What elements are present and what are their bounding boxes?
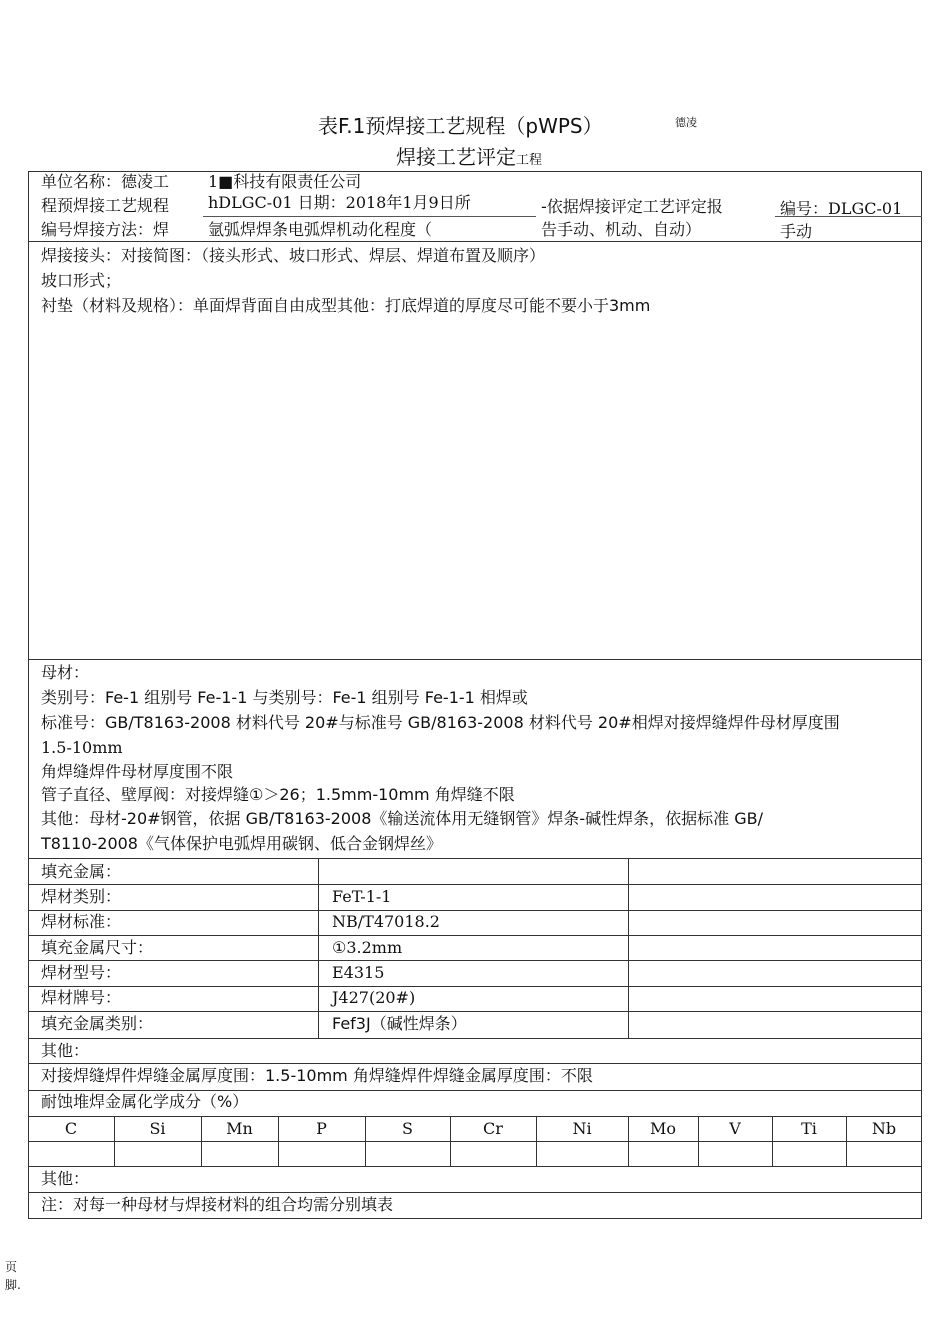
divider	[28, 241, 922, 242]
divider	[28, 1011, 922, 1012]
title-stamp: 德凌	[675, 116, 697, 129]
column-divider	[114, 1116, 115, 1166]
pwps-label: 程预焊接工艺规程	[41, 196, 170, 215]
base-metal-line: 其他：母材-20#钢管，依据 GB/T8163-2008《输送流体用无缝钢管》焊条-碱性焊条，依据标准 GB/	[41, 809, 764, 828]
chem-header-ni: Ni	[572, 1119, 592, 1138]
filler-label: 填充金属尺寸：	[41, 938, 154, 957]
base-metal-line: 类别号：Fe-1 组别号 Fe-1-1 与类别号：Fe-1 组别号 Fe-1-1 相焊或	[41, 688, 528, 707]
underline-report	[775, 216, 922, 217]
divider	[28, 884, 922, 885]
filler-value: ①3.2mm	[332, 938, 403, 957]
filler-label: 填充金属类别：	[41, 1014, 154, 1033]
divider	[28, 935, 922, 936]
column-divider	[628, 1116, 629, 1166]
weld-metal-thickness: 对接焊缝焊件焊缝金属厚度围：1.5-10mm 角焊缝焊件焊缝金属厚度围：不限	[41, 1066, 593, 1085]
form-note: 注：对每一种母材与焊接材料的组合均需分别填表	[41, 1195, 394, 1214]
chem-header-cr: Cr	[483, 1119, 503, 1138]
base-metal-line: 1.5-10mm	[41, 738, 123, 757]
pwps-number-date: hDLGC-01 日期：2018年1月9日所	[208, 193, 471, 212]
unit-label: 单位名称：德凌工	[41, 172, 170, 191]
divider	[28, 1090, 922, 1091]
chem-header-ti: Ti	[801, 1119, 817, 1138]
filler-label: 焊材类别：	[41, 887, 122, 906]
base-metal-line: T8110-2008《气体保护电弧焊用碳钢、低合金钢焊丝》	[41, 834, 442, 853]
joint-line: 坡口形式；	[41, 271, 122, 290]
form-title: 表F.1预焊接工艺规程（pWPS）	[318, 114, 603, 138]
chemistry-title: 耐蚀堆焊金属化学成分（%）	[41, 1092, 249, 1111]
form-subtitle	[396, 141, 542, 170]
base-metal-line: 管子直径、壁厚阀：对接焊缝①＞26；1.5mm-10mm 角焊缝不限	[41, 785, 515, 804]
filler-label: 焊材牌号：	[41, 988, 122, 1007]
filler-value: NB/T47018.2	[332, 912, 440, 931]
column-divider	[698, 1116, 699, 1166]
subtitle-small: 工程	[516, 153, 543, 168]
divider	[28, 1192, 922, 1193]
divider	[28, 1141, 922, 1142]
filler-other: 其他：	[41, 1041, 90, 1060]
basis-label: -依据焊接评定工艺评定报	[541, 197, 723, 216]
divider	[28, 960, 922, 961]
filler-label: 焊材标准：	[41, 912, 122, 931]
column-divider	[772, 1116, 773, 1166]
method-label: 编号焊接方法：焊	[41, 220, 170, 239]
column-divider	[536, 1116, 537, 1166]
divider	[28, 659, 922, 660]
footer-line: 页	[5, 1260, 18, 1274]
chem-header-c: C	[64, 1119, 78, 1138]
unit-value: 1■科技有限责任公司	[208, 172, 362, 191]
column-divider	[201, 1116, 202, 1166]
page-footer	[5, 1258, 21, 1294]
divider	[28, 910, 922, 911]
divider	[28, 986, 922, 987]
column-divider	[846, 1116, 847, 1166]
divider	[28, 858, 922, 859]
chem-header-p: P	[316, 1119, 327, 1138]
chemistry-other: 其他：	[41, 1169, 90, 1188]
base-metal-line: 角焊缝焊件母材厚度围不限	[41, 762, 234, 781]
column-divider	[278, 1116, 279, 1166]
divider	[28, 1166, 922, 1167]
base-metal-line: 标准号：GB/T8163-2008 材料代号 20#与标准号 GB/8163-2008 材料代号 20#相焊对接焊缝焊件母材厚度围	[41, 713, 840, 732]
filler-value: E4315	[332, 963, 385, 982]
base-metal-line: 母材：	[41, 663, 90, 682]
filler-label: 焊材型号：	[41, 963, 122, 982]
filler-value: Fef3J（碱性焊条）	[332, 1014, 467, 1033]
report-number: 编号：DLGC-01	[780, 199, 903, 218]
footer-line: 脚.	[5, 1278, 21, 1292]
mechanization-options: 告手动、机动、自动）	[541, 220, 702, 239]
chem-header-s: S	[402, 1119, 413, 1138]
column-divider	[365, 1116, 366, 1166]
chem-header-si: Si	[149, 1119, 166, 1138]
filler-title: 填充金属：	[41, 862, 122, 881]
joint-line: 焊接接头：对接简图：（接头形式、坡口形式、焊层、焊道布置及顺序）	[41, 246, 546, 265]
divider	[28, 1038, 922, 1039]
filler-value: FeT-1-1	[332, 887, 392, 906]
chem-header-v: V	[729, 1119, 741, 1138]
method-value: 氩弧焊焊条电弧焊机动化程度（	[208, 220, 433, 239]
chem-header-nb: Nb	[871, 1119, 897, 1138]
filler-value: J427(20#)	[332, 988, 416, 1007]
joint-line: 衬垫（材料及规格）：单面焊背面自由成型其他：打底焊道的厚度尽可能不要小于3mm	[41, 296, 651, 315]
mechanization-value: 手动	[780, 222, 813, 241]
subtitle-text: 焊接工艺评定	[396, 145, 516, 169]
chem-header-mo: Mo	[649, 1119, 676, 1138]
divider	[28, 1116, 922, 1117]
underline-date	[203, 216, 536, 217]
column-divider	[450, 1116, 451, 1166]
chem-header-mn: Mn	[226, 1119, 253, 1138]
divider	[28, 1063, 922, 1064]
